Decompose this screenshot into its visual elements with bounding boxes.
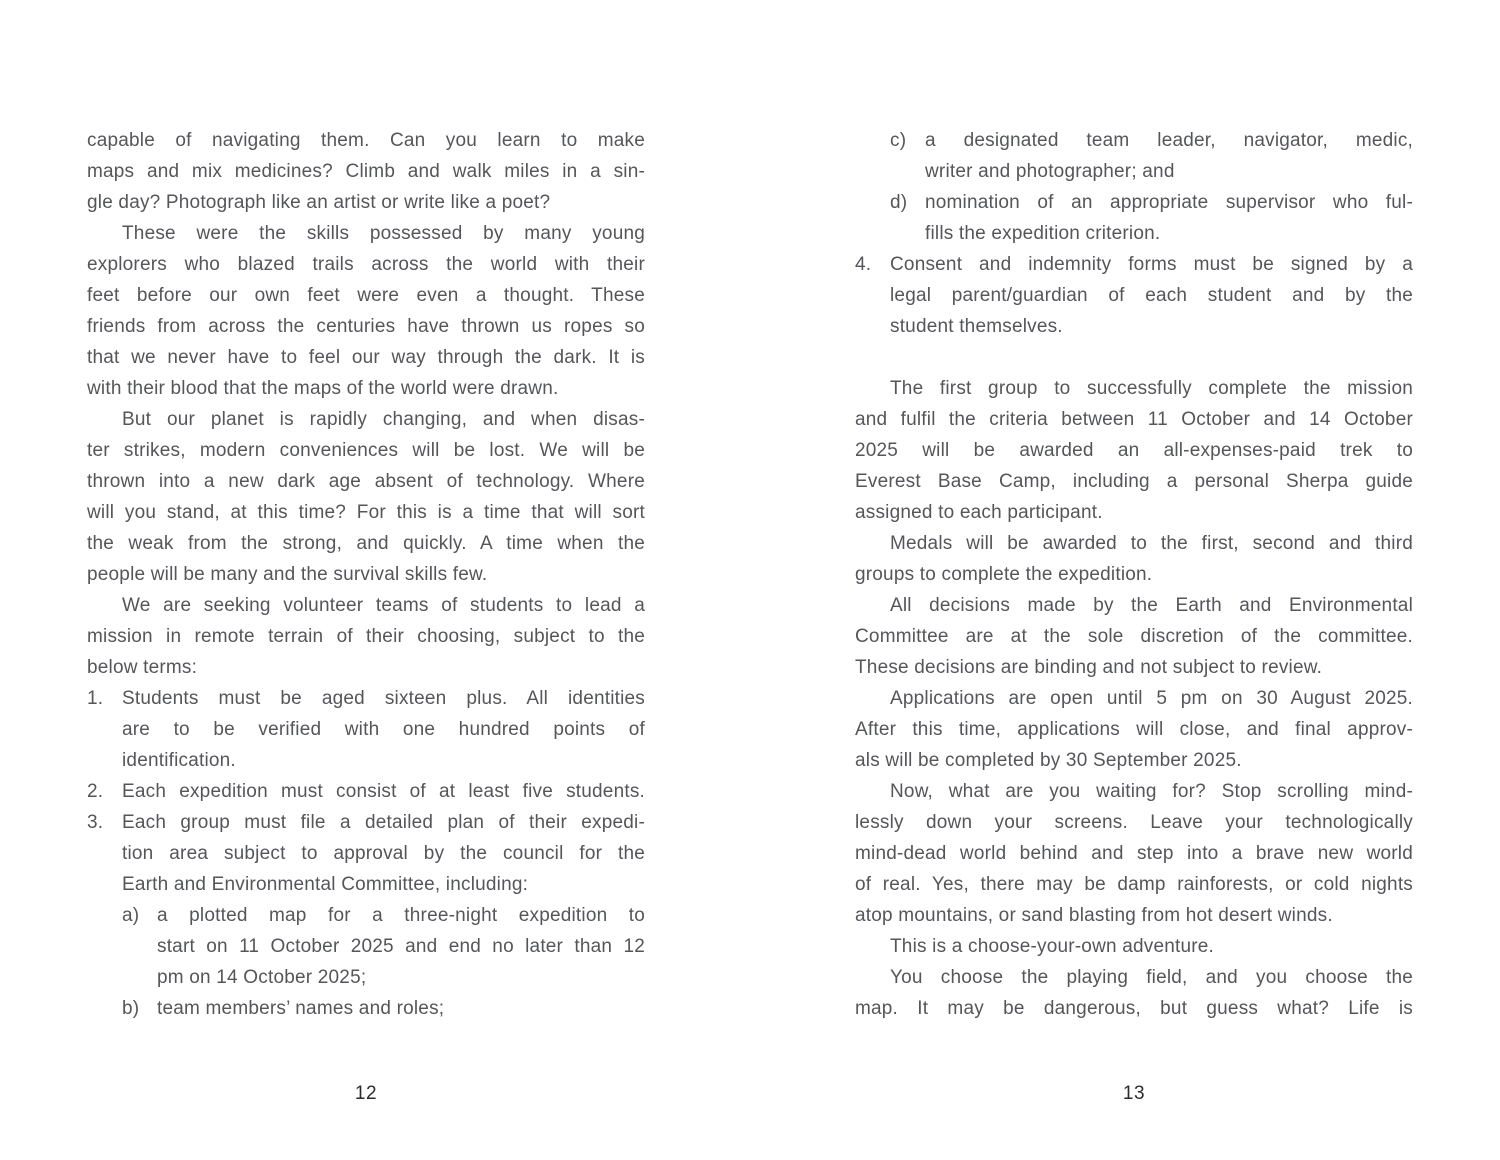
text-line: These decisions are binding and not subject to review. [855,657,1323,678]
list-marker: 4. [855,254,872,275]
text-line: This is a choose-your-own adventure. [890,936,1215,957]
page-number-left: 12 [354,1083,378,1104]
text-line: pm on 14 October 2025; [157,967,367,988]
text-line: Committee are at the sole discretion of the committee. [855,626,1413,647]
text-line: als will be completed by 30 September 2025. [855,750,1242,771]
list-item-line: d) nomination of an appropriate supervisor who ful- [855,187,1413,218]
text-line: mission in remote terrain of their choosing, subject to the [87,626,645,647]
list-item-line: a) a plotted map for a three-night expedition to [87,900,645,931]
list-marker: 1. [87,688,104,709]
text-line: mind-dead world behind and step into a brave new world [855,843,1413,864]
list-marker: 2. [87,781,104,802]
list-item-line: 2. Each expedition must consist of at least five students. [87,776,645,807]
text-line: atop mountains, or sand blasting from hot desert winds. [855,905,1333,926]
text-line: writer and photographer; and [925,161,1175,182]
text-line: assigned to each participant. [855,502,1103,523]
text-line: Now, what are you waiting for? Stop scrolling mind- [890,781,1413,802]
text-line: are to be verified with one hundred points of [122,719,645,740]
text-line: of real. Yes, there may be damp rainforests, or cold nights [855,874,1413,895]
blank-line [855,342,1413,373]
text-line: ter strikes, modern conveniences will be lost. We will be [87,440,645,461]
text-line: explorers who blazed trails across the world with their [87,254,645,275]
text-line: thrown into a new dark age absent of technology. Where [87,471,645,492]
text-line: Earth and Environmental Committee, including: [122,874,529,895]
page-left [87,125,645,1024]
text-line: Medals will be awarded to the first, second and third [890,533,1413,554]
list-item-line: c) a designated team leader, navigator, medic, [855,125,1413,156]
text-line: groups to complete the expedition. [855,564,1153,585]
list-marker: c) [890,130,907,151]
text-line: Applications are open until 5 pm on 30 August 2025. [890,688,1413,709]
text-line: gle day? Photograph like an artist or write like a poet? [87,192,551,213]
text-line: map. It may be dangerous, but guess what? Life is [855,998,1413,1019]
list-item-line: b) team members’ names and roles; [87,993,645,1024]
text-line: feet before our own feet were even a thought. These [87,285,645,306]
list-marker: 3. [87,812,104,833]
list-marker: b) [122,998,140,1019]
list-item-line: 3. Each group must file a detailed plan of their expedi- [87,807,645,838]
text-line: lessly down your screens. Leave your technologically [855,812,1413,833]
text-line: 2025 will be awarded an all-expenses-paid trek to [855,440,1413,461]
list-item-line: 4. Consent and indemnity forms must be signed by a [855,249,1413,280]
page-right [855,125,1413,1024]
text-line: All decisions made by the Earth and Environmental [890,595,1413,616]
text-line: But our planet is rapidly changing, and when disas- [122,409,645,430]
page-number-right: 13 [1122,1083,1146,1104]
text-line: student themselves. [890,316,1063,337]
text-line: start on 11 October 2025 and end no later than 12 [157,936,645,957]
text-line: with their blood that the maps of the world were drawn. [87,378,559,399]
text-line: capable of navigating them. Can you learn to make [87,130,645,151]
text-line: After this time, applications will close, and final approv- [855,719,1413,740]
text-line: maps and mix medicines? Climb and walk miles in a sin- [87,161,645,182]
text-line: legal parent/guardian of each student and by the [890,285,1413,306]
text-line: identification. [122,750,236,771]
text-line: You choose the playing field, and you choose the [890,967,1413,988]
text-line: We are seeking volunteer teams of students to lead a [122,595,645,616]
text-line: the weak from the strong, and quickly. A time when the [87,533,645,554]
text-line: people will be many and the survival skills few. [87,564,488,585]
text-line: fills the expedition criterion. [925,223,1161,244]
list-marker: a) [122,905,140,926]
text-line: that we never have to feel our way through the dark. It is [87,347,645,368]
text-line: will you stand, at this time? For this is a time that will sort [87,502,645,523]
list-item-line: 1. Students must be aged sixteen plus. All identities [87,683,645,714]
text-line: The first group to successfully complete the mission [890,378,1413,399]
text-line: tion area subject to approval by the council for the [122,843,645,864]
text-line: and fulfil the criteria between 11 October and 14 October [855,409,1413,430]
text-line: Everest Base Camp, including a personal Sherpa guide [855,471,1413,492]
list-marker: d) [890,192,908,213]
text-line: friends from across the centuries have thrown us ropes so [87,316,645,337]
text-line: below terms: [87,657,198,678]
text-line: These were the skills possessed by many young [122,223,645,244]
